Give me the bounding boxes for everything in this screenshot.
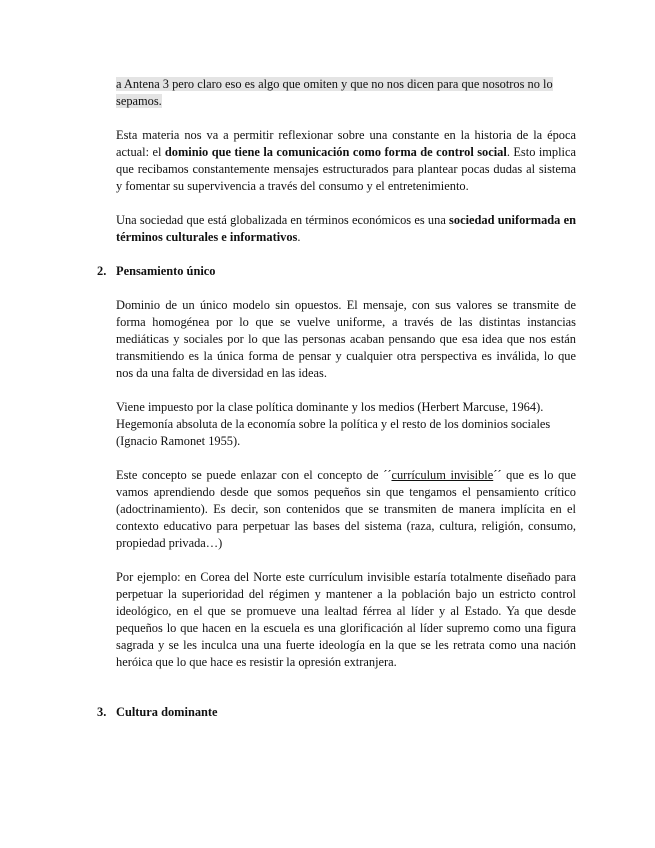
paragraph-dominio: Dominio de un único modelo sin opuestos. El mensaje, con sus valores se transmite de forma homogénea por lo que se vuelve uniforme, a través de las distintas instancias mediáticas y sociales por lo que las personas acaban pensando que esa idea que nos están transmitiendo es la única forma de pensar y cualquier otra perspectiva es inválida, lo que nos da una falta de diversidad en las ideas. [116,298,576,380]
text-run: Esta materia nos va a permitir reflexionar sobre una constante en la historia de la época actual: el [116,128,576,159]
paragraph-materia [116,127,576,195]
section-heading-pensamiento-unico [97,264,215,279]
heading-number: 3. [97,705,107,719]
heading-title: Cultura dominante [116,705,218,719]
highlighted-text: sepamos. [116,94,162,108]
text-run: Hegemonía absoluta de la economía sobre la política y el resto de los dominios sociales (Ignacio Ramonet 1955). [116,417,551,448]
highlighted-text: a Antena 3 pero claro eso es algo que omiten y que no nos dicen para que nosotros no lo [116,77,553,91]
text-run: Viene impuesto por la clase política dominante y los medios (Herbert Marcuse, 1964). [116,400,544,414]
paragraph-antena3 [116,76,576,110]
bold-text: dominio que tiene la comunicación como forma de control social [164,145,507,159]
section-heading-cultura-dominante [97,705,218,720]
bold-text: sociedad uniformada en términos culturales e informativos [116,213,576,244]
paragraph-curriculum [116,467,576,552]
paragraph-corea: Por ejemplo: en Corea del Norte este currículum invisible estaría totalmente diseñado para perpetuar la superioridad del régimen y mantener a la población bajo un estricto control ideológico, en el que se promueve una lealtad férrea al líder y al Estado. Ya que desde pequeños lo que hacen en la escuela es una glorificación al líder supremo como una figura sagrada y se les inculca una una fuerte ideología en la que se les retrata como una nación heróica que lo que hace es resistir la opresión extranjera. [116,570,576,669]
paragraph-sociedad [116,212,576,246]
text-run: Una sociedad que está globalizada en términos económicos es una [116,213,450,227]
heading-number: 2. [97,264,107,278]
text-run: . [297,230,301,244]
text-run: . Esto implica que recibamos constantemente mensajes estructurados para plantear pocas dudas al sistema y fomentar su supervivencia a través del consumo y el entretenimiento. [116,145,576,193]
text-run: ´´ que es lo que vamos aprendiendo desde que somos pequeños sin que tengamos el pensamiento crítico (adoctrinamiento). Es decir, son contenidos que se transmiten de manera implícita en el contexto educativo para perpetuar las bases del sistema (raza, cultura, religión, consumo, propiedad privada…) [116,468,576,550]
underlined-text: currículum invisible [391,468,494,482]
text-run: Este concepto se puede enlazar con el concepto de ´´ [116,468,392,482]
paragraph-viene-impuesto [116,399,576,450]
heading-title: Pensamiento único [116,264,216,278]
